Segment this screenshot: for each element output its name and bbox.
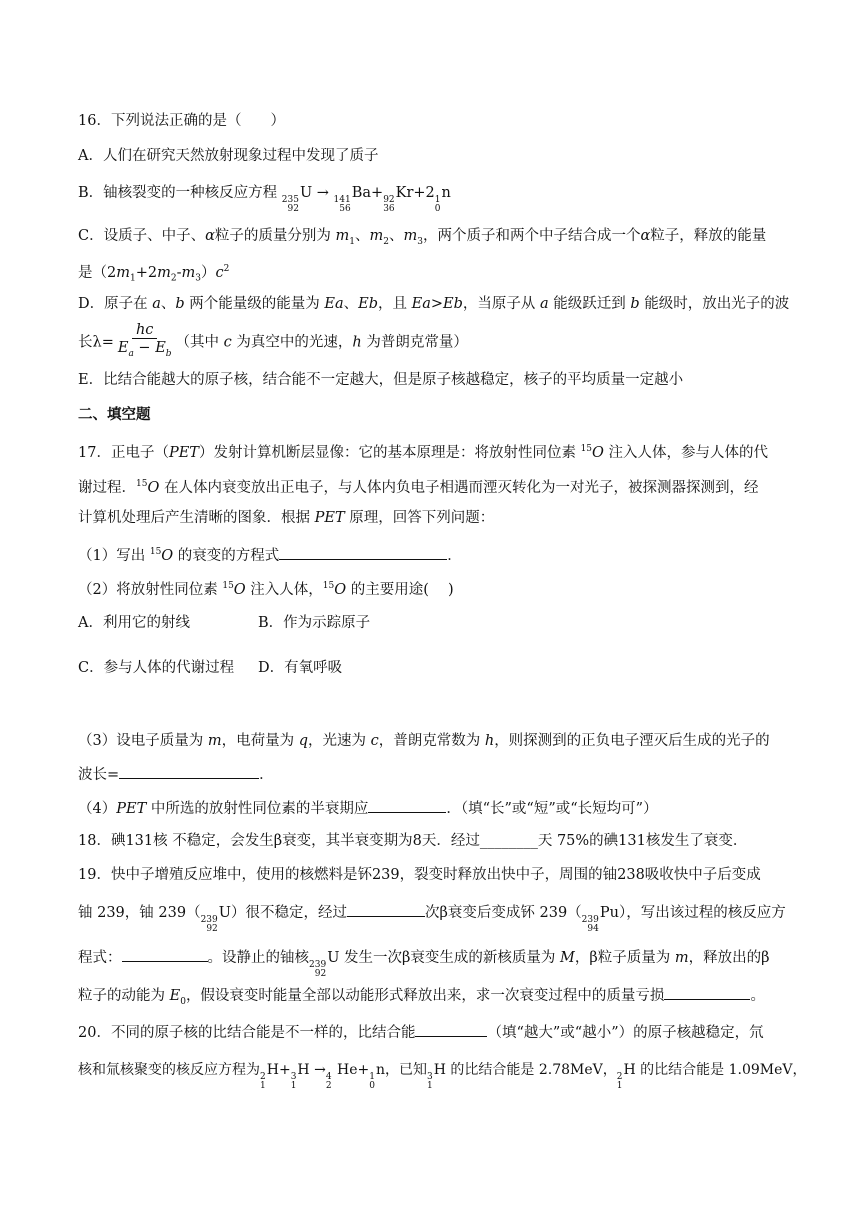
answer-blank[interactable]	[415, 1022, 487, 1037]
answer-blank[interactable]	[122, 947, 208, 962]
q17-option-b: B．作为示踪原子	[258, 615, 371, 631]
section-title: 二、填空题	[78, 406, 151, 423]
q17-part4: （4）PET 中所选的放射性同位素的半衰期应 ．（填“长”或“短”或“长短均可”）	[78, 798, 658, 819]
q19-line1: 19．快中子增殖反应堆中，使用的核燃料是钚239，裂变时释放出快中子，周围的铀238吸收快中子后变成	[78, 867, 761, 883]
q19-line2: 铀 239，铀 239（ 239 92 U）很不稳定，经过 次β衰变后变成钚 239（ 239 94 Pu），写出该过程的核反应方	[78, 902, 786, 934]
q19-line4: 粒子的动能为 $E_0$，假设衰变时能量全部以动能形式释放出来，求一次衰变过程中的质量亏损 。	[78, 985, 765, 1012]
answer-blank[interactable]	[279, 545, 447, 560]
answer-blank[interactable]	[664, 985, 750, 1000]
q17-option-c: C．参与人体的代谢过程	[78, 660, 235, 676]
q17-part3-line1: （3）设电子质量为 m，电荷量为 q，光速为 c，普朗克常数为 h，则探测到的正负电子湮灭后生成的光子的	[78, 733, 770, 749]
q20-line2: 核和氚核聚变的核反应方程为 2 1 H+ 3 1 H → 4 2 He+ 1 0 n，已知 3 1 H 的比结合能是 2.78MeV， 2 1 H 的比结合能是 1.09MeV，	[78, 1062, 807, 1091]
q16-option-b-text: B．铀核裂变的一种核反应方程	[78, 185, 278, 201]
q16-option-a: A．人们在研究天然放射现象过程中发现了质子	[78, 148, 379, 164]
q19-line3: 程式： 。设静止的铀核 239 92 U 发生一次β衰变生成的新核质量为 M，β粒子质量为 m，释放出的β	[78, 947, 770, 979]
fraction-numerator: hc	[132, 322, 157, 339]
q16-option-e: E．比结合能越大的原子核，结合能不一定越大，但是原子核越稳定，核子的平均质量一定越小	[78, 372, 684, 388]
wavelength-label: 长λ=	[78, 334, 114, 351]
q17-part2: （2）将放射性同位素 $^{15}$O 注入人体，$^{15}$O 的主要用途( )	[78, 581, 454, 598]
answer-blank[interactable]	[368, 798, 446, 813]
q17-line1: 17．正电子（PET）发射计算机断层显像：它的基本原理是：将放射性同位素 $^{15}$O 注入人体，参与人体的代	[78, 444, 769, 461]
q16-option-d-note: （其中 c 为真空中的光速，h 为普朗克常量）	[175, 334, 468, 351]
q17-part3-line2: 波长= ．	[78, 764, 274, 785]
q16-option-d-line2	[78, 322, 468, 363]
q20-line1: 20．不同的原子核的比结合能是不一样的，比结合能 （填“越大”或“越小”）的原子核越稳定，氘	[78, 1022, 764, 1043]
q16-option-b	[78, 183, 451, 214]
q17-line2: 谢过程．$^{15}$O 在人体内衰变放出正电子，与人体内负电子相遇而湮灭转化为一对光子，被探测器探测到，经	[78, 479, 759, 496]
q18-text: 18．碘131核 不稳定，会发生β衰变，其半衰变期为8天．经过________天 75%的碘131核发生了衰变．	[78, 833, 748, 849]
q16-option-b-equation: 235 92 U → 141 56 Ba+ 92 36 Kr+2 1 0 n	[281, 185, 451, 214]
wavelength-fraction	[118, 322, 172, 363]
fraction-denominator: $E_a - E_b$	[117, 340, 172, 359]
answer-blank[interactable]	[119, 764, 259, 779]
q16-stem: 16．下列说法正确的是（ ）	[78, 113, 285, 129]
q16-option-c-line2: 是$(2m_1+2m_2-m_3)c^2$	[78, 264, 230, 284]
answer-blank[interactable]	[347, 902, 425, 917]
q17-part1: （1）写出 $^{15}$O 的衰变的方程式 ．	[78, 542, 462, 566]
q17-line3: 计算机处理后产生清晰的图象．根据 PET 原理，回答下列问题：	[78, 510, 495, 526]
q16-option-d-line1: D．原子在 a、b 两个能量级的能量为 Ea、Eb，且 Ea>Eb，当原子从 a 能级跃迁到 b 能级时，放出光子的波	[78, 296, 790, 312]
q17-option-d: D．有氧呼吸	[258, 660, 343, 676]
q17-option-a: A．利用它的射线	[78, 615, 190, 631]
q16-option-c-line1: C．设质子、中子、α粒子的质量分别为 $m_1$、$m_2$、$m_3$，两个质子和两个中子结合成一个α粒子，释放的能量	[78, 228, 767, 247]
